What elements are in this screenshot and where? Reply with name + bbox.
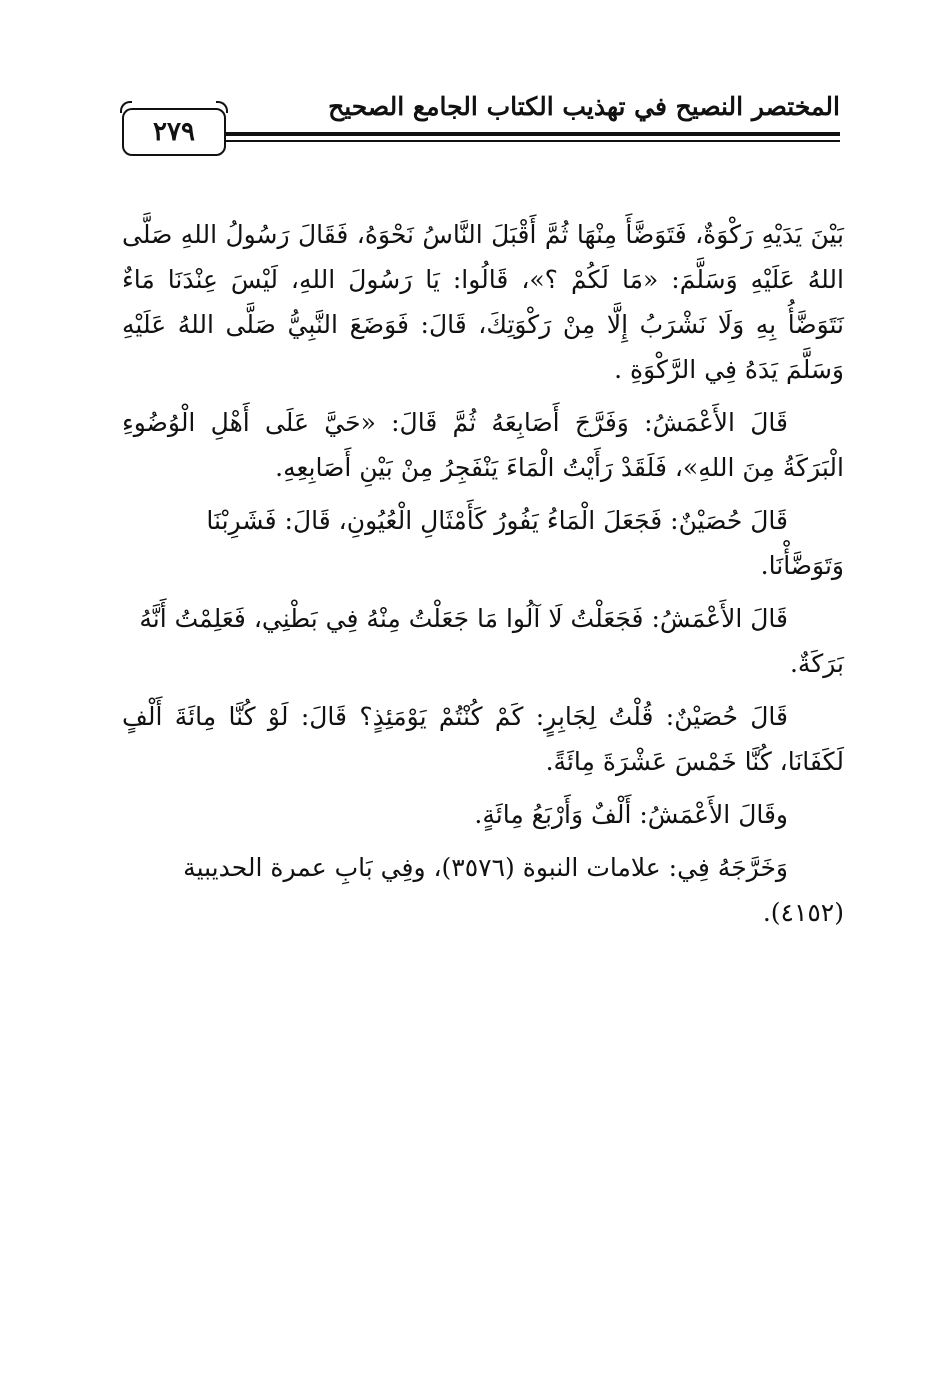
page-body xyxy=(122,212,844,943)
paragraph-amash-3: وقَالَ الأَعْمَشُ: أَلْفٌ وَأَرْبَعُ مِائَةٍ. xyxy=(474,800,788,829)
paragraph-husayn-1: قَالَ حُصَيْنٌ: فَجَعَلَ الْمَاءُ يَفُورُ كَأَمْثَالِ الْعُيُونِ، قَالَ: فَشَرِبْنَا وَتَوَضَّأْنَا. xyxy=(206,506,844,580)
header-rule-thick xyxy=(226,132,840,136)
header-rule-thin xyxy=(226,140,840,142)
paragraph-takhrij: وَخَرَّجَهُ فِي: علامات النبوة (٣٥٧٦)، وفِي بَابِ عمرة الحديبية (٤١٥٢). xyxy=(183,853,844,927)
book-title: المختصر النصيح في تهذيب الكتاب الجامع الصحيح xyxy=(328,92,840,121)
paragraph-amash-1: قَالَ الأَعْمَشُ: وَفَرَّجَ أَصَابِعَهُ ثُمَّ قَالَ: «حَيَّ عَلَى أَهْلِ الْوُضُوءِ الْبَرَكَةُ مِنَ اللهِ»، فَلَقَدْ رَأَيْتُ الْمَاءَ يَنْفَجِرُ مِنْ بَيْنِ أَصَابِعِهِ. xyxy=(122,408,844,482)
page-number: ٢٧٩ xyxy=(122,108,226,156)
paragraph-hadith-text: بَيْنَ يَدَيْهِ رَكْوَةٌ، فَتَوَضَّأَ مِنْهَا ثُمَّ أَقْبَلَ النَّاسُ نَحْوَهُ، فَقَالَ رَسُولُ اللهِ صَلَّى اللهُ عَلَيْهِ وَسَلَّمَ: «مَا لَكُمْ ؟»، قَالُوا: يَا رَسُولَ اللهِ، لَيْسَ عِنْدَنَا مَاءٌ نَتَوَضَّأُ بِهِ وَلَا نَشْرَبُ إِلَّا مِنْ رَكْوَتِكَ، قَالَ: فَوَضَعَ النَّبِيُّ صَلَّى اللهُ عَلَيْهِ وَسَلَّمَ يَدَهُ فِي الرَّكْوَةِ . xyxy=(122,220,844,384)
paragraph-amash-2: قَالَ الأَعْمَشُ: فَجَعَلْتُ لَا آلُوا مَا جَعَلْتُ مِنْهُ فِي بَطْنِي، فَعَلِمْتُ أَنَّهُ بَرَكَةٌ. xyxy=(139,604,844,678)
paragraph-husayn-2: قَالَ حُصَيْنٌ: قُلْتُ لِجَابِرٍ: كَمْ كُنْتُمْ يَوْمَئِذٍ؟ قَالَ: لَوْ كُنَّا مِائَةَ أَلْفٍ لَكَفَانَا، كُنَّا خَمْسَ عَشْرَةَ مِائَةً. xyxy=(122,702,844,776)
page-header xyxy=(118,92,840,162)
